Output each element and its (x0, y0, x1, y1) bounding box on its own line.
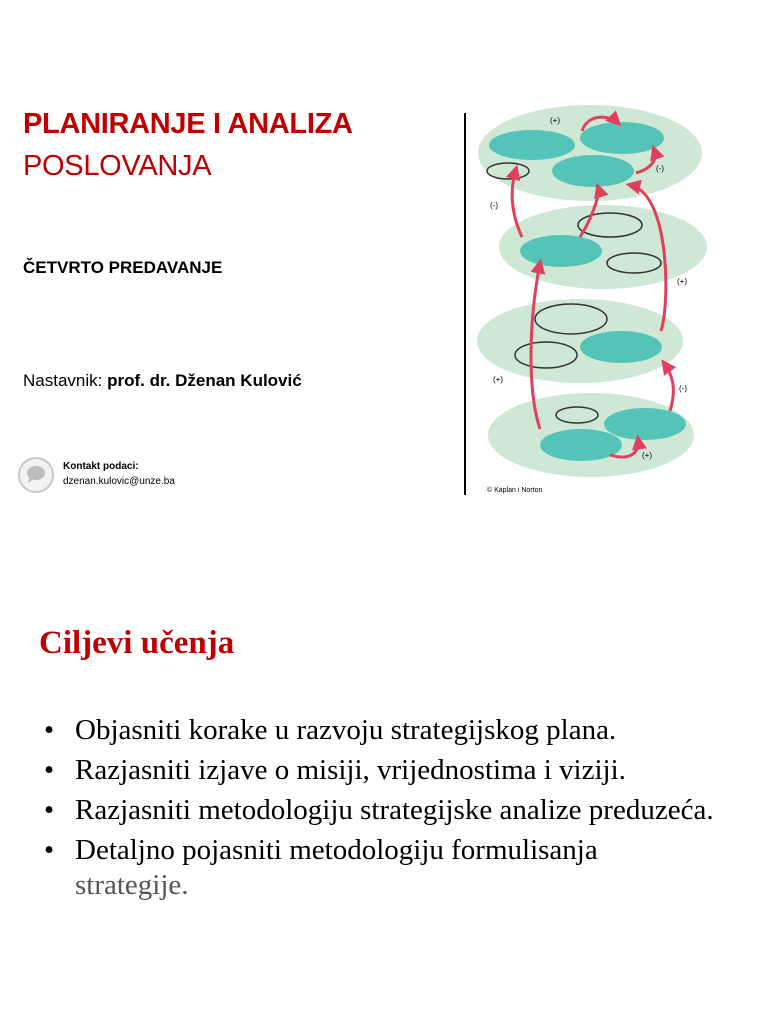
label-minus-1: (-) (656, 164, 664, 173)
chat-bubble-icon (17, 456, 55, 494)
teacher-line (23, 371, 302, 391)
title-line-1: PLANIRANJE I ANALIZA (23, 108, 353, 140)
label-plus-1: (+) (550, 116, 560, 125)
label-minus-3: (-) (679, 384, 687, 393)
contact-label: Kontakt podaci: (63, 461, 139, 472)
strategy-map-diagram (470, 93, 736, 503)
label-plus-3: (+) (493, 375, 503, 384)
label-minus-2: (-) (490, 201, 498, 210)
goal-continuation: strategije. (75, 869, 189, 901)
goals-title: Ciljevi učenja (39, 625, 235, 661)
goal-item: • Objasniti korake u razvoju strategijskog plana. (44, 714, 617, 746)
lecture-number: ČETVRTO PREDAVANJE (23, 258, 223, 277)
title-line-2: POSLOVANJA (23, 150, 212, 182)
goal-item: • Razjasniti metodologiju strategijske analize preduzeća. (44, 794, 714, 826)
label-plus-2: (+) (677, 277, 687, 286)
goal-item: • Razjasniti izjave o misiji, vrijednostima i viziji. (44, 754, 626, 786)
goals-list (44, 713, 754, 908)
teacher-label: Nastavnik: (23, 371, 103, 390)
divider-line (464, 113, 466, 495)
label-plus-4: (+) (642, 451, 652, 460)
diagram-copyright: © Kaplan i Norton (487, 487, 543, 494)
contact-email[interactable]: dzenan.kulovic@unze.ba (63, 476, 175, 487)
goal-item: • Detaljno pojasniti metodologiju formulisanja strategije. (44, 834, 598, 901)
teacher-name: prof. dr. Dženan Kulović (107, 371, 302, 390)
